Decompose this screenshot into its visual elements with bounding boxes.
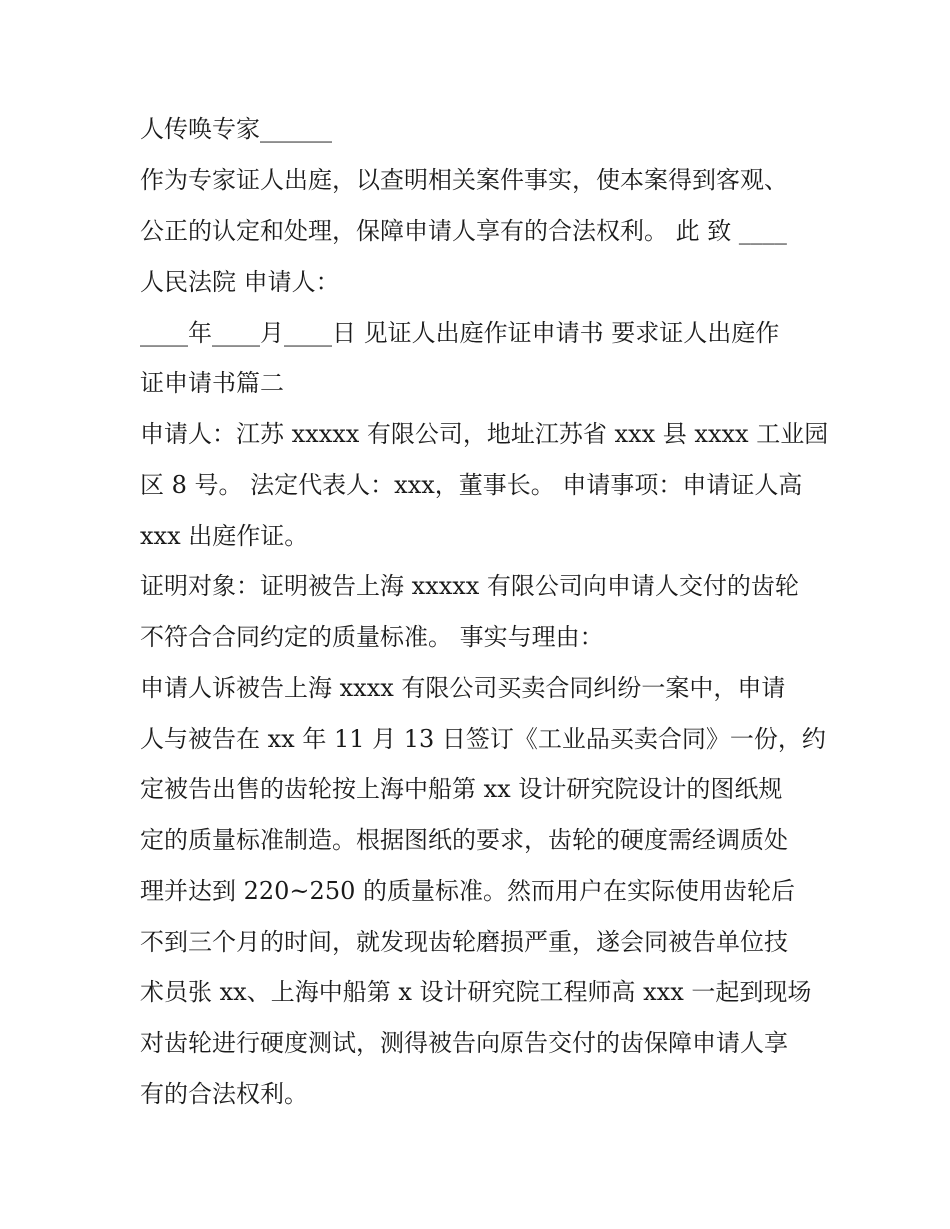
text-line-12: 申请人诉被告上海 xxxx 有限公司买卖合同纠纷一案中，申请 <box>140 674 786 702</box>
text-line-19: 对齿轮进行硬度测试，测得被告向原告交付的齿保障申请人享 <box>140 1029 788 1057</box>
text-line-9: xxx 出庭作证。 <box>140 522 309 550</box>
text-line-16: 理并达到 220~250 的质量标准。然而用户在实际使用齿轮后 <box>140 877 795 905</box>
text-line-8: 区 8 号。 法定代表人：xxx，董事长。 申请事项：申请证人高 <box>140 471 803 499</box>
text-line-2: 作为专家证人出庭，以查明相关案件事实，使本案得到客观、 <box>140 166 788 194</box>
text-line-14: 定被告出售的齿轮按上海中船第 xx 设计研究院设计的图纸规 <box>140 775 783 803</box>
text-line-3: 公正的认定和处理，保障申请人享有的合法权利。 此 致 ____ <box>140 217 787 245</box>
text-line-4: 人民法院 申请人： <box>140 268 340 296</box>
text-line-13: 人与被告在 xx 年 11 月 13 日签订《工业品买卖合同》一份，约 <box>140 725 826 753</box>
text-line-15: 定的质量标准制造。根据图纸的要求，齿轮的硬度需经调质处 <box>140 826 788 854</box>
text-line-1: 人传唤专家______ <box>140 115 332 143</box>
text-line-11: 不符合合同约定的质量标准。 事实与理由： <box>140 623 604 651</box>
text-line-20: 有的合法权利。 <box>140 1080 308 1108</box>
text-line-10: 证明对象：证明被告上海 xxxxx 有限公司向申请人交付的齿轮 <box>140 572 799 600</box>
text-line-18: 术员张 xx、上海中船第 x 设计研究院工程师高 xxx 一起到现场 <box>140 978 812 1006</box>
text-line-7: 申请人：江苏 xxxxx 有限公司，地址江苏省 xxx 县 xxxx 工业园 <box>140 420 829 448</box>
text-line-6: 证申请书篇二 <box>140 369 284 397</box>
text-line-17: 不到三个月的时间，就发现齿轮磨损严重，遂会同被告单位技 <box>140 928 788 956</box>
text-line-5: ____年____月____日 见证人出庭作证申请书 要求证人出庭作 <box>140 319 780 347</box>
